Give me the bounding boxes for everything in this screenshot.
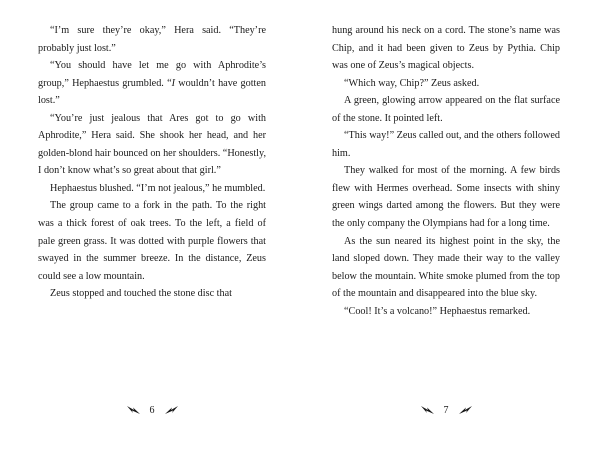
paragraph: “Cool! It’s a volcano!” Hephaestus remarked. [344,305,531,317]
paragraph-text: “You should have let me go with Aphrodite’s group,” Hephaestus grumbled. “ [38,60,266,89]
lightning-bolt-icon [459,404,472,416]
paragraph: A green, glowing arrow appeared on the flat surface of the stone. It pointed left. [332,95,560,124]
paragraph: “You’re just jealous that Ares got to go with Aphrodite,” Hera said. She shook her head, and her golden-blond hair bounced on her shoulders. “Honestly, I don’t know what’s so great about that girl.” [38,112,266,177]
paragraph: They walked for most of the morning. A few birds flew with Hermes overhead. Some insects with shiny green wings darted among the flowers. But they were the only company the Olympians had for a long time. [332,165,560,230]
lightning-bolt-icon [165,404,178,416]
right-page [332,22,560,320]
paragraph: As the sun neared its highest point in the sky, the land sloped down. They made their way to the valley below the mountain. White smoke plumed from the top of the mountain and disappeared into the blue sky. [332,235,560,300]
paragraph: “Which way, Chip?” Zeus asked. [344,77,480,89]
paragraph: The group came to a fork in the path. To the right was a thick forest of oak trees. To the left, a field of pale green grass. It was dotted with purple flowers that swayed in the summer breeze. In the distance, Zeus could see a low mountain. [38,200,266,282]
page-number: 6 [149,404,155,416]
lightning-bolt-icon [127,404,140,416]
paragraph: Zeus stopped and touched the stone disc that [50,288,232,300]
paragraph: “This way!” Zeus called out, and the others followed him. [332,130,560,159]
paragraph [38,57,266,110]
lightning-bolt-icon [421,404,434,416]
paragraph-continued: hung around his neck on a cord. The stone’s name was Chip, and it had been given to Zeus by Pythia. Chip was one of Zeus’s magical objects. [332,25,560,72]
paragraph-text: wouldn’t have gotten lost.” [38,77,266,107]
paragraph: Hephaestus blushed. “I’m not jealous,” he mumbled. [50,182,266,194]
italic-emphasis: I [171,77,176,89]
page-number: 7 [443,404,449,416]
page-footer-right [332,404,560,416]
left-page [38,22,266,303]
page-footer-left [38,404,266,416]
paragraph: “I’m sure they’re okay,” Hera said. “They’re probably just lost.” [38,25,266,54]
